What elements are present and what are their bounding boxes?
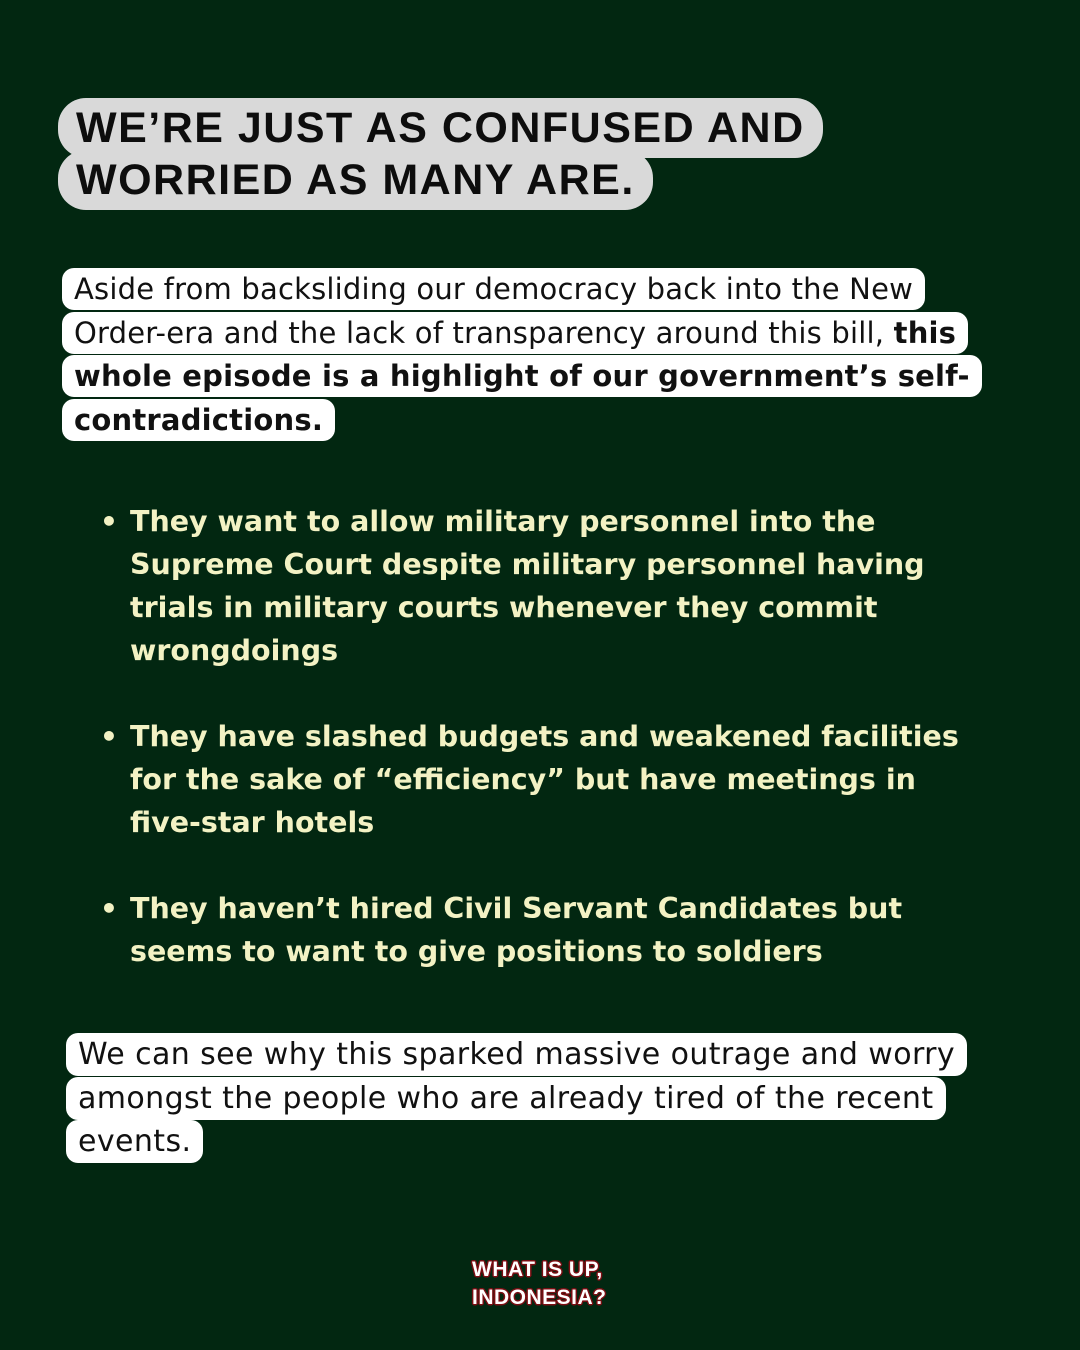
intro-paragraph (62, 268, 992, 442)
list-item (100, 715, 990, 844)
list-item-text: They have slashed budgets and weakened facilities for the sake of “efficiency” but have meetings in five-star hotels (130, 720, 959, 839)
intro-bold-text: this whole episode is a highlight of our government’s self-contradictions. (74, 315, 970, 437)
list-item-text: They haven’t hired Civil Servant Candidates but seems to want to give positions to soldiers (130, 892, 903, 968)
list-item (100, 500, 990, 672)
list-item (100, 887, 990, 973)
intro-highlight (62, 268, 982, 441)
brand-line-2: INDONESIA? (472, 1286, 607, 1309)
outro-text: We can see why this sparked massive outrage and worry amongst the people who are already tired of the recent events. (66, 1033, 967, 1163)
heading-block (58, 102, 938, 206)
page-title-line-2: WORRIED AS MANY ARE. (76, 156, 635, 204)
page-title (58, 98, 823, 210)
brand-line-1: WHAT IS UP, (472, 1258, 603, 1281)
contradictions-list (100, 500, 990, 1016)
bullet-icon: • (100, 892, 118, 925)
list-item-text: They want to allow military personnel into the Supreme Court despite military personnel having trials in military courts whenever they commit wrongdoings (130, 505, 925, 667)
outro-paragraph (66, 1033, 996, 1164)
bullet-icon: • (100, 720, 118, 753)
brand-logo (472, 1256, 607, 1312)
page-title-line-1: WE’RE JUST AS CONFUSED AND (76, 104, 805, 152)
intro-text: Aside from backsliding our democracy back into the New Order-era and the lack of transparency around this bill, (74, 272, 914, 350)
bullet-icon: • (100, 505, 118, 538)
